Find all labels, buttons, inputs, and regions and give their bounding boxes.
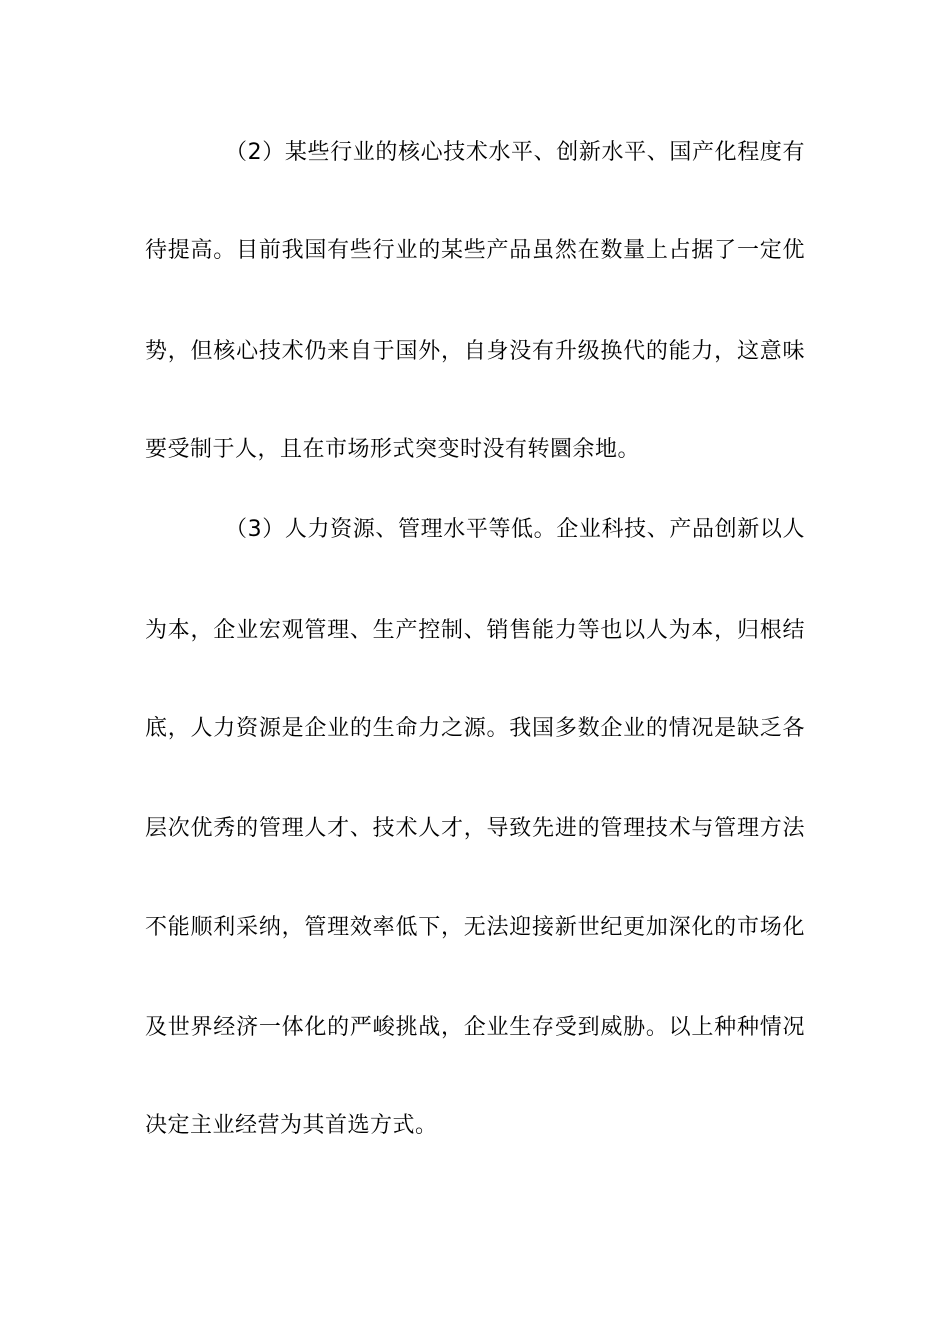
- paragraph-2-line-3: 底，人力资源是企业的生命力之源。我国多数企业的情况是缺乏各: [145, 716, 805, 741]
- paragraph-2-line-4: 层次优秀的管理人才、技术人才，导致先进的管理技术与管理方法: [145, 816, 805, 841]
- paragraph-1-line-1: （2）某些行业的核心技术水平、创新水平、国产化程度有: [225, 140, 805, 165]
- paragraph-1-line-2: 待提高。目前我国有些行业的某些产品虽然在数量上占据了一定优: [145, 238, 805, 263]
- paragraph-2-line-2: 为本，企业宏观管理、生产控制、销售能力等也以人为本，归根结: [145, 618, 805, 643]
- paragraph-2-line-1: （3）人力资源、管理水平等低。企业科技、产品创新以人: [225, 517, 805, 542]
- paragraph-2-line-5: 不能顺利采纳，管理效率低下，无法迎接新世纪更加深化的市场化: [145, 915, 805, 940]
- paragraph-2-line-6: 及世界经济一体化的严峻挑战，企业生存受到威胁。以上种种情况: [145, 1015, 805, 1040]
- paragraph-2-line-7: 决定主业经营为其首选方式。: [145, 1113, 438, 1138]
- paragraph-1-line-4: 要受制于人，且在市场形式突变时没有转圜余地。: [145, 437, 641, 462]
- paragraph-1-line-3: 势，但核心技术仍来自于国外，自身没有升级换代的能力，这意味: [145, 339, 805, 364]
